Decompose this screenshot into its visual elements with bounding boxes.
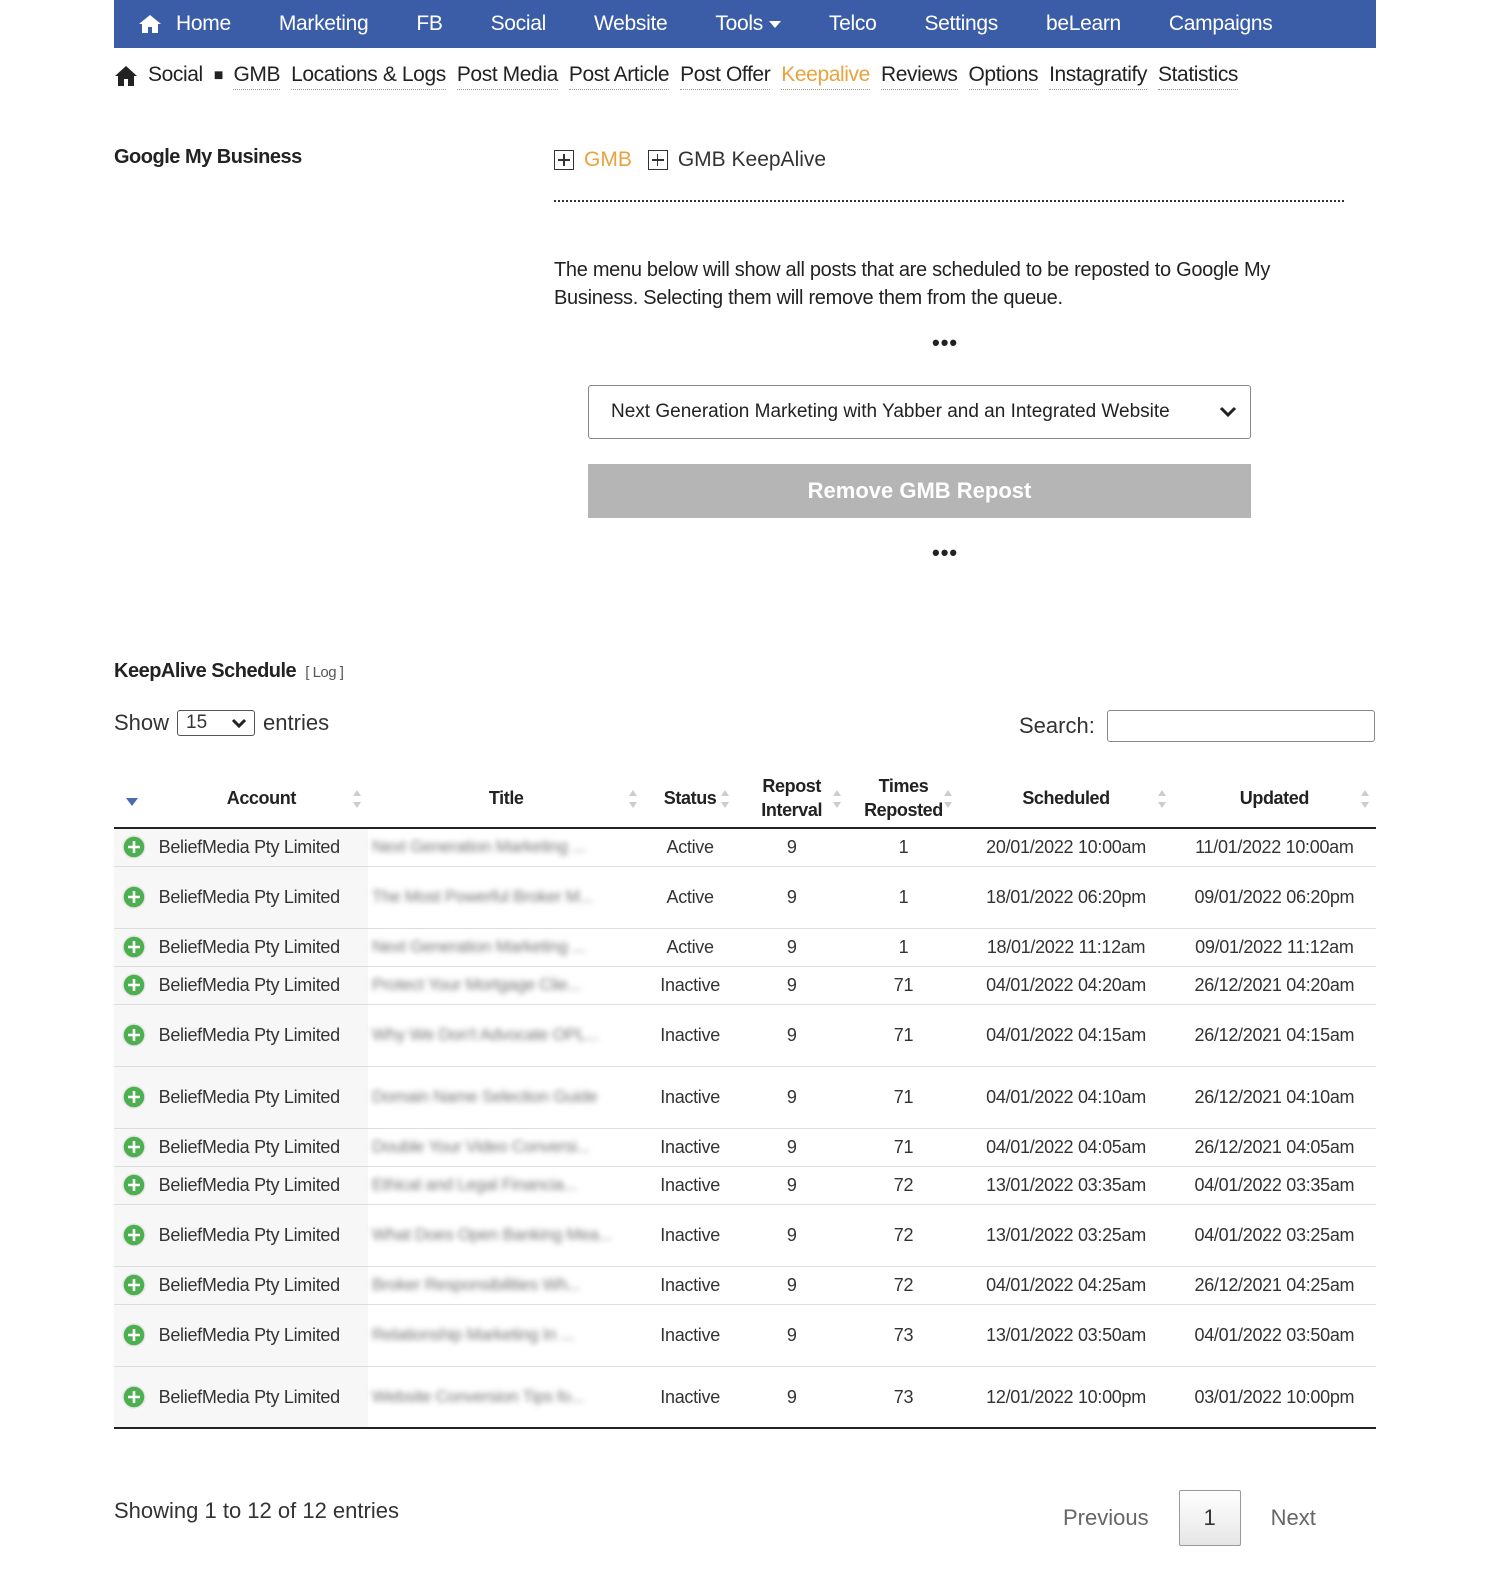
subnav-gmb[interactable]: GMB: [233, 63, 280, 90]
sort-icon: [1361, 790, 1370, 808]
table-row[interactable]: [114, 928, 1376, 966]
cell-times-reposted: 73: [848, 1304, 960, 1366]
expand-row-control[interactable]: [114, 1266, 155, 1304]
plus-circle-icon: [122, 885, 146, 909]
cell-times-reposted: 73: [848, 1366, 960, 1428]
subnav-post-media[interactable]: Post Media: [457, 63, 558, 90]
cell-updated: 03/01/2022 10:00pm: [1173, 1366, 1376, 1428]
home-icon[interactable]: [114, 65, 138, 87]
plus-circle-icon: [122, 835, 146, 859]
table-row[interactable]: [114, 966, 1376, 1004]
cell-title: [368, 1366, 644, 1428]
subnav-social[interactable]: Social: [148, 63, 203, 86]
plus-circle-icon: [122, 1323, 146, 1347]
cell-title: [368, 866, 644, 928]
table-row[interactable]: [114, 866, 1376, 928]
cell-status: Inactive: [644, 1128, 735, 1166]
cell-status: Active: [644, 828, 735, 866]
subnav-reviews[interactable]: Reviews: [881, 63, 958, 90]
cell-account: BeliefMedia Pty Limited: [155, 1204, 368, 1266]
expand-icon: [648, 150, 668, 170]
chevron-down-icon: [1218, 402, 1238, 422]
cell-repost-interval: 9: [736, 1366, 848, 1428]
title-text: Broker Responsibilities Wh...: [372, 1275, 581, 1294]
tab-gmb-keepalive[interactable]: [648, 148, 826, 172]
table-search: [1019, 710, 1375, 742]
th-times-reposted[interactable]: Times Reposted: [848, 768, 960, 828]
cell-account: BeliefMedia Pty Limited: [155, 1066, 368, 1128]
cell-account: BeliefMedia Pty Limited: [155, 966, 368, 1004]
gmb-tabs: [554, 148, 842, 172]
cell-account: BeliefMedia Pty Limited: [155, 1128, 368, 1166]
home-icon: [138, 14, 162, 34]
cell-updated: 26/12/2021 04:05am: [1173, 1128, 1376, 1166]
cell-updated: 26/12/2021 04:15am: [1173, 1004, 1376, 1066]
title-text: Domain Name Selection Guide: [372, 1087, 598, 1106]
subnav-instagratify[interactable]: Instagratify: [1049, 63, 1147, 90]
plus-circle-icon: [122, 1273, 146, 1297]
subnav-locations-logs[interactable]: Locations & Logs: [291, 63, 446, 90]
sort-icon: [833, 790, 842, 808]
nav-tools-label: Tools: [715, 12, 763, 35]
repost-select[interactable]: [588, 385, 1251, 439]
ellipsis-bottom: •••: [932, 540, 959, 565]
plus-circle-icon: [122, 1023, 146, 1047]
cell-account: BeliefMedia Pty Limited: [155, 1166, 368, 1204]
expand-row-control[interactable]: [114, 866, 155, 928]
cell-times-reposted: 71: [848, 1004, 960, 1066]
search-label: Search:: [1019, 713, 1095, 738]
next-button[interactable]: Next: [1270, 1505, 1316, 1530]
cell-status: Inactive: [644, 1004, 735, 1066]
table-row[interactable]: [114, 1266, 1376, 1304]
table-row[interactable]: [114, 1128, 1376, 1166]
ellipsis-top: •••: [932, 330, 959, 355]
entries-select[interactable]: [177, 710, 255, 736]
top-nav: [114, 0, 1376, 48]
sort-icon: [353, 790, 362, 808]
cell-scheduled: 12/01/2022 10:00pm: [959, 1366, 1172, 1428]
cell-scheduled: 04/01/2022 04:10am: [959, 1066, 1172, 1128]
cell-account: BeliefMedia Pty Limited: [155, 1266, 368, 1304]
expand-row-control[interactable]: [114, 1128, 155, 1166]
th-status[interactable]: Status: [644, 768, 735, 828]
expand-row-control[interactable]: [114, 828, 155, 866]
search-input[interactable]: [1107, 710, 1375, 742]
subnav-post-offer[interactable]: Post Offer: [680, 63, 770, 90]
entries-label: entries: [263, 710, 330, 735]
cell-status: Inactive: [644, 1204, 735, 1266]
expand-icon: [554, 150, 574, 170]
expand-row-control[interactable]: [114, 1366, 155, 1428]
table-row[interactable]: [114, 828, 1376, 866]
plus-circle-icon: [122, 1223, 146, 1247]
sort-icon: [1158, 790, 1167, 808]
cell-account: BeliefMedia Pty Limited: [155, 1304, 368, 1366]
cell-times-reposted: 72: [848, 1204, 960, 1266]
description-text: The menu below will show all posts that are scheduled to be reposted to Google My Business. Selecting them will remove them from the queue.: [554, 259, 1271, 309]
plus-circle-icon: [122, 973, 146, 997]
subnav-post-article[interactable]: Post Article: [569, 63, 669, 90]
cell-title: [368, 966, 644, 1004]
expand-row-control[interactable]: [114, 1166, 155, 1204]
cell-times-reposted: 1: [848, 866, 960, 928]
plus-circle-icon: [122, 935, 146, 959]
cell-updated: 26/12/2021 04:20am: [1173, 966, 1376, 1004]
divider: [554, 200, 1344, 202]
cell-times-reposted: 1: [848, 928, 960, 966]
cell-repost-interval: 9: [736, 928, 848, 966]
cell-repost-interval: 9: [736, 1066, 848, 1128]
entries-select-value: 15: [186, 712, 208, 733]
cell-repost-interval: 9: [736, 1128, 848, 1166]
cell-title: [368, 1266, 644, 1304]
cell-title: [368, 928, 644, 966]
page-button-1[interactable]: 1: [1179, 1490, 1241, 1546]
cell-account: BeliefMedia Pty Limited: [155, 1004, 368, 1066]
nav-campaigns[interactable]: Campaigns: [1168, 12, 1273, 35]
th-control[interactable]: [114, 768, 155, 828]
section-title: Google My Business: [114, 146, 302, 168]
repost-select-value: Next Generation Marketing with Yabber and an Integrated Website: [611, 401, 1170, 422]
title-text: Ethical and Legal Financia...: [372, 1175, 577, 1194]
previous-button[interactable]: Previous: [1063, 1505, 1149, 1530]
cell-scheduled: 04/01/2022 04:05am: [959, 1128, 1172, 1166]
cell-updated: 04/01/2022 03:50am: [1173, 1304, 1376, 1366]
cell-scheduled: 18/01/2022 06:20pm: [959, 866, 1172, 928]
table-row[interactable]: [114, 1204, 1376, 1266]
nav-marketing[interactable]: Marketing: [278, 12, 369, 35]
cell-repost-interval: 9: [736, 1166, 848, 1204]
cell-scheduled: 20/01/2022 10:00am: [959, 828, 1172, 866]
title-text: Website Conversion Tips fo...: [372, 1386, 585, 1406]
cell-account: BeliefMedia Pty Limited: [155, 1366, 368, 1428]
cell-updated: 11/01/2022 10:00am: [1173, 828, 1376, 866]
cell-repost-interval: 9: [736, 828, 848, 866]
subnav-keepalive[interactable]: Keepalive: [781, 63, 870, 90]
nav-belearn[interactable]: beLearn: [1045, 12, 1121, 35]
nav-home-label: Home: [176, 12, 231, 35]
cell-updated: 09/01/2022 11:12am: [1173, 928, 1376, 966]
cell-title: [368, 1004, 644, 1066]
subnav-statistics[interactable]: Statistics: [1158, 63, 1238, 90]
table-row[interactable]: [114, 1004, 1376, 1066]
th-repost-interval[interactable]: Repost Interval: [736, 768, 848, 828]
sub-nav: [114, 60, 1249, 92]
cell-title: [368, 1204, 644, 1266]
table-row[interactable]: [114, 1304, 1376, 1366]
caret-down-icon: [769, 21, 781, 28]
separator-dot: ■: [213, 67, 224, 84]
title-text: What Does Open Banking Mea...: [372, 1225, 612, 1244]
cell-repost-interval: 9: [736, 966, 848, 1004]
table-row[interactable]: [114, 1366, 1376, 1428]
nav-website[interactable]: Website: [594, 12, 668, 35]
cell-account: BeliefMedia Pty Limited: [155, 828, 368, 866]
schedule-title: [114, 660, 343, 683]
nav-settings[interactable]: Settings: [924, 12, 998, 35]
cell-status: Inactive: [644, 1066, 735, 1128]
cell-title: [368, 1066, 644, 1128]
expand-row-control[interactable]: [114, 1304, 155, 1366]
nav-social[interactable]: Social: [490, 12, 546, 35]
cell-times-reposted: 1: [848, 828, 960, 866]
cell-status: Active: [644, 866, 735, 928]
cell-times-reposted: 71: [848, 966, 960, 1004]
expand-row-control[interactable]: [114, 1204, 155, 1266]
cell-title: [368, 1128, 644, 1166]
cell-account: BeliefMedia Pty Limited: [155, 928, 368, 966]
table-header-row: [114, 768, 1376, 828]
title-text: Why We Don't Advocate OPL...: [372, 1025, 599, 1044]
title-text: Double Your Video Conversi...: [372, 1137, 590, 1156]
nav-telco[interactable]: Telco: [828, 12, 877, 35]
cell-status: Inactive: [644, 1266, 735, 1304]
cell-times-reposted: 71: [848, 1066, 960, 1128]
cell-updated: 26/12/2021 04:10am: [1173, 1066, 1376, 1128]
expand-row-control[interactable]: [114, 966, 155, 1004]
cell-scheduled: 13/01/2022 03:25am: [959, 1204, 1172, 1266]
cell-updated: 04/01/2022 03:25am: [1173, 1204, 1376, 1266]
plus-circle-icon: [122, 1385, 146, 1409]
title-text: Relationship Marketing In ...: [372, 1325, 575, 1344]
plus-circle-icon: [122, 1085, 146, 1109]
title-text: Protect Your Mortgage Clie...: [372, 975, 581, 994]
show-label: Show: [114, 710, 170, 735]
cell-status: Inactive: [644, 1366, 735, 1428]
table-info: Showing 1 to 12 of 12 entries: [114, 1498, 399, 1523]
nav-tools[interactable]: [691, 0, 805, 48]
th-scheduled[interactable]: Scheduled: [959, 768, 1172, 828]
nav-home[interactable]: [114, 0, 255, 48]
title-text: The Most Powerful Broker M...: [372, 887, 593, 906]
cell-status: Active: [644, 928, 735, 966]
cell-status: Inactive: [644, 1166, 735, 1204]
cell-updated: 09/01/2022 06:20pm: [1173, 866, 1376, 928]
cell-times-reposted: 72: [848, 1266, 960, 1304]
subnav-options[interactable]: Options: [969, 63, 1039, 90]
sort-icon: [721, 790, 730, 808]
cell-updated: 04/01/2022 03:35am: [1173, 1166, 1376, 1204]
pagination: [1063, 1490, 1316, 1546]
cell-status: Inactive: [644, 966, 735, 1004]
tab-gmb[interactable]: [554, 148, 632, 172]
tab-gmb-label: GMB: [584, 148, 632, 171]
cell-account: BeliefMedia Pty Limited: [155, 866, 368, 928]
table-row[interactable]: [114, 1066, 1376, 1128]
log-link[interactable]: [ Log ]: [305, 664, 344, 681]
keepalive-table: [114, 768, 1376, 1429]
chevron-down-icon: [230, 714, 248, 732]
sort-icon: [944, 790, 953, 808]
remove-gmb-repost-button[interactable]: Remove GMB Repost: [588, 464, 1251, 518]
cell-scheduled: 04/01/2022 04:15am: [959, 1004, 1172, 1066]
plus-circle-icon: [122, 1135, 146, 1159]
title-text: Next Generation Marketing ...: [372, 937, 586, 956]
cell-scheduled: 04/01/2022 04:25am: [959, 1266, 1172, 1304]
tab-gmb-keepalive-label: GMB KeepAlive: [677, 148, 827, 171]
th-title[interactable]: Title: [368, 768, 644, 828]
schedule-title-text: KeepAlive Schedule: [114, 660, 297, 682]
cell-scheduled: 18/01/2022 11:12am: [959, 928, 1172, 966]
expand-row-control[interactable]: [114, 1066, 155, 1128]
cell-scheduled: 13/01/2022 03:35am: [959, 1166, 1172, 1204]
cell-status: Inactive: [644, 1304, 735, 1366]
entries-length: [114, 710, 329, 736]
plus-circle-icon: [122, 1173, 146, 1197]
cell-repost-interval: 9: [736, 1304, 848, 1366]
cell-title: [368, 828, 644, 866]
cell-scheduled: 04/01/2022 04:20am: [959, 966, 1172, 1004]
expand-row-control[interactable]: [114, 928, 155, 966]
table-row[interactable]: [114, 1166, 1376, 1204]
cell-repost-interval: 9: [736, 1204, 848, 1266]
cell-updated: 26/12/2021 04:25am: [1173, 1266, 1376, 1304]
cell-repost-interval: 9: [736, 1266, 848, 1304]
sort-desc-icon: [126, 798, 138, 806]
title-text: Next Generation Marketing ...: [372, 837, 586, 857]
th-updated[interactable]: Updated: [1173, 768, 1376, 828]
sort-icon: [629, 790, 638, 808]
cell-scheduled: 13/01/2022 03:50am: [959, 1304, 1172, 1366]
cell-repost-interval: 9: [736, 1004, 848, 1066]
th-account[interactable]: Account: [155, 768, 368, 828]
cell-times-reposted: 72: [848, 1166, 960, 1204]
cell-title: [368, 1304, 644, 1366]
expand-row-control[interactable]: [114, 1004, 155, 1066]
cell-title: [368, 1166, 644, 1204]
nav-fb[interactable]: FB: [416, 12, 443, 35]
cell-repost-interval: 9: [736, 866, 848, 928]
cell-times-reposted: 71: [848, 1128, 960, 1166]
